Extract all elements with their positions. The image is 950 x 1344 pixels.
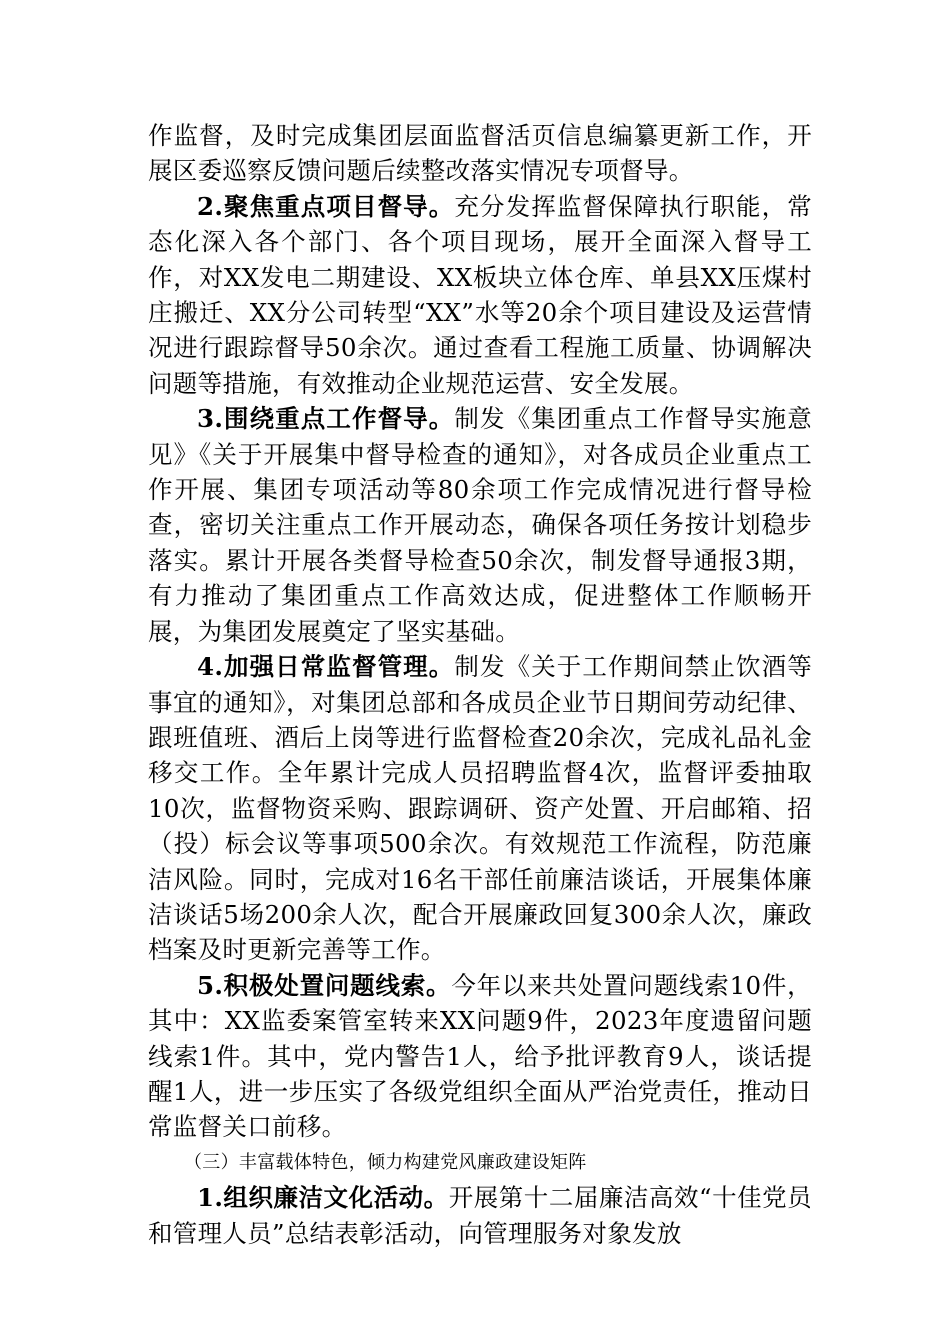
paragraph-lead: 2.聚焦重点项目督导。 bbox=[197, 191, 455, 221]
paragraph-text: 开展第十二届廉洁高效“十佳党员和管理人员”总结表彰活动，向管理服务对象发放 bbox=[148, 1183, 812, 1248]
paragraph-text: 制发《关于工作期间禁止饮酒等事宜的通知》，对集团总部和各成员企业节日期间劳动纪律、跟班值班、酒后上岗等进行监督检查20余次，完成礼品礼金移交工作。全年累计完成人员招聘监督4次，监督评委抽取10次，监督物资采购、跟踪调研、资产处置、开启邮箱、招（投）标会议等事项500余次。有效规范工作流程，防范廉洁风险。同时，完成对16名干部任前廉洁谈话，开展集体廉洁谈话5场200余人次，配合开展廉政回复300余人次，廉政档案及时更新完善等工作。 bbox=[148, 652, 812, 965]
document-body bbox=[148, 118, 812, 1251]
section-heading bbox=[148, 1145, 812, 1180]
paragraph-continuation bbox=[148, 118, 812, 189]
paragraph-text: 充分发挥监督保障执行职能，常态化深入各个部门、各个项目现场，展开全面深入督导工作，对XX发电二期建设、XX板块立体仓库、单县XX压煤村庄搬迁、XX分公司转型“XX”水等20余个项目建设及运营情况进行跟踪督导50余次。通过查看工程施工质量、协调解决问题等措施，有效推动企业规范运营、安全发展。 bbox=[148, 191, 812, 398]
paragraph-lead: 1.组织廉洁文化活动。 bbox=[197, 1183, 449, 1213]
section-heading-text: （三）丰富载体特色，倾力构建党风廉政建设矩阵 bbox=[184, 1151, 587, 1173]
paragraph-lead: 5.积极处置问题线索。 bbox=[197, 970, 452, 1000]
paragraph-text: 今年以来共处置问题线索10件，其中：XX监委案管室转来XX问题9件，2023年度遗留问题线索1件。其中，党内警告1人，给予批评教育9人，谈话提醒1人，进一步压实了各级党组织全面从严治党责任，推动日常监督关口前移。 bbox=[148, 970, 812, 1142]
paragraph-lead: 3.围绕重点工作督导。 bbox=[197, 404, 455, 434]
paragraph-item-5 bbox=[148, 968, 812, 1145]
paragraph-lead: 4.加强日常监督管理。 bbox=[197, 652, 455, 682]
paragraph-item-3 bbox=[148, 401, 812, 649]
paragraph-text: 制发《集团重点工作督导实施意见》《关于开展集中督导检查的通知》，对各成员企业重点工作开展、集团专项活动等80余项工作完成情况进行督导检查，密切关注重点工作开展动态，确保各项任务按计划稳步落实。累计开展各类督导检查50余次，制发督导通报3期，有力推动了集团重点工作高效达成，促进整体工作顺畅开展，为集团发展奠定了坚实基础。 bbox=[148, 404, 812, 646]
paragraph-item-1 bbox=[148, 1180, 812, 1251]
paragraph-item-2 bbox=[148, 189, 812, 401]
paragraph-text: 作监督，及时完成集团层面监督活页信息编纂更新工作，开展区委巡察反馈问题后续整改落实情况专项督导。 bbox=[148, 121, 812, 186]
paragraph-item-4 bbox=[148, 649, 812, 968]
